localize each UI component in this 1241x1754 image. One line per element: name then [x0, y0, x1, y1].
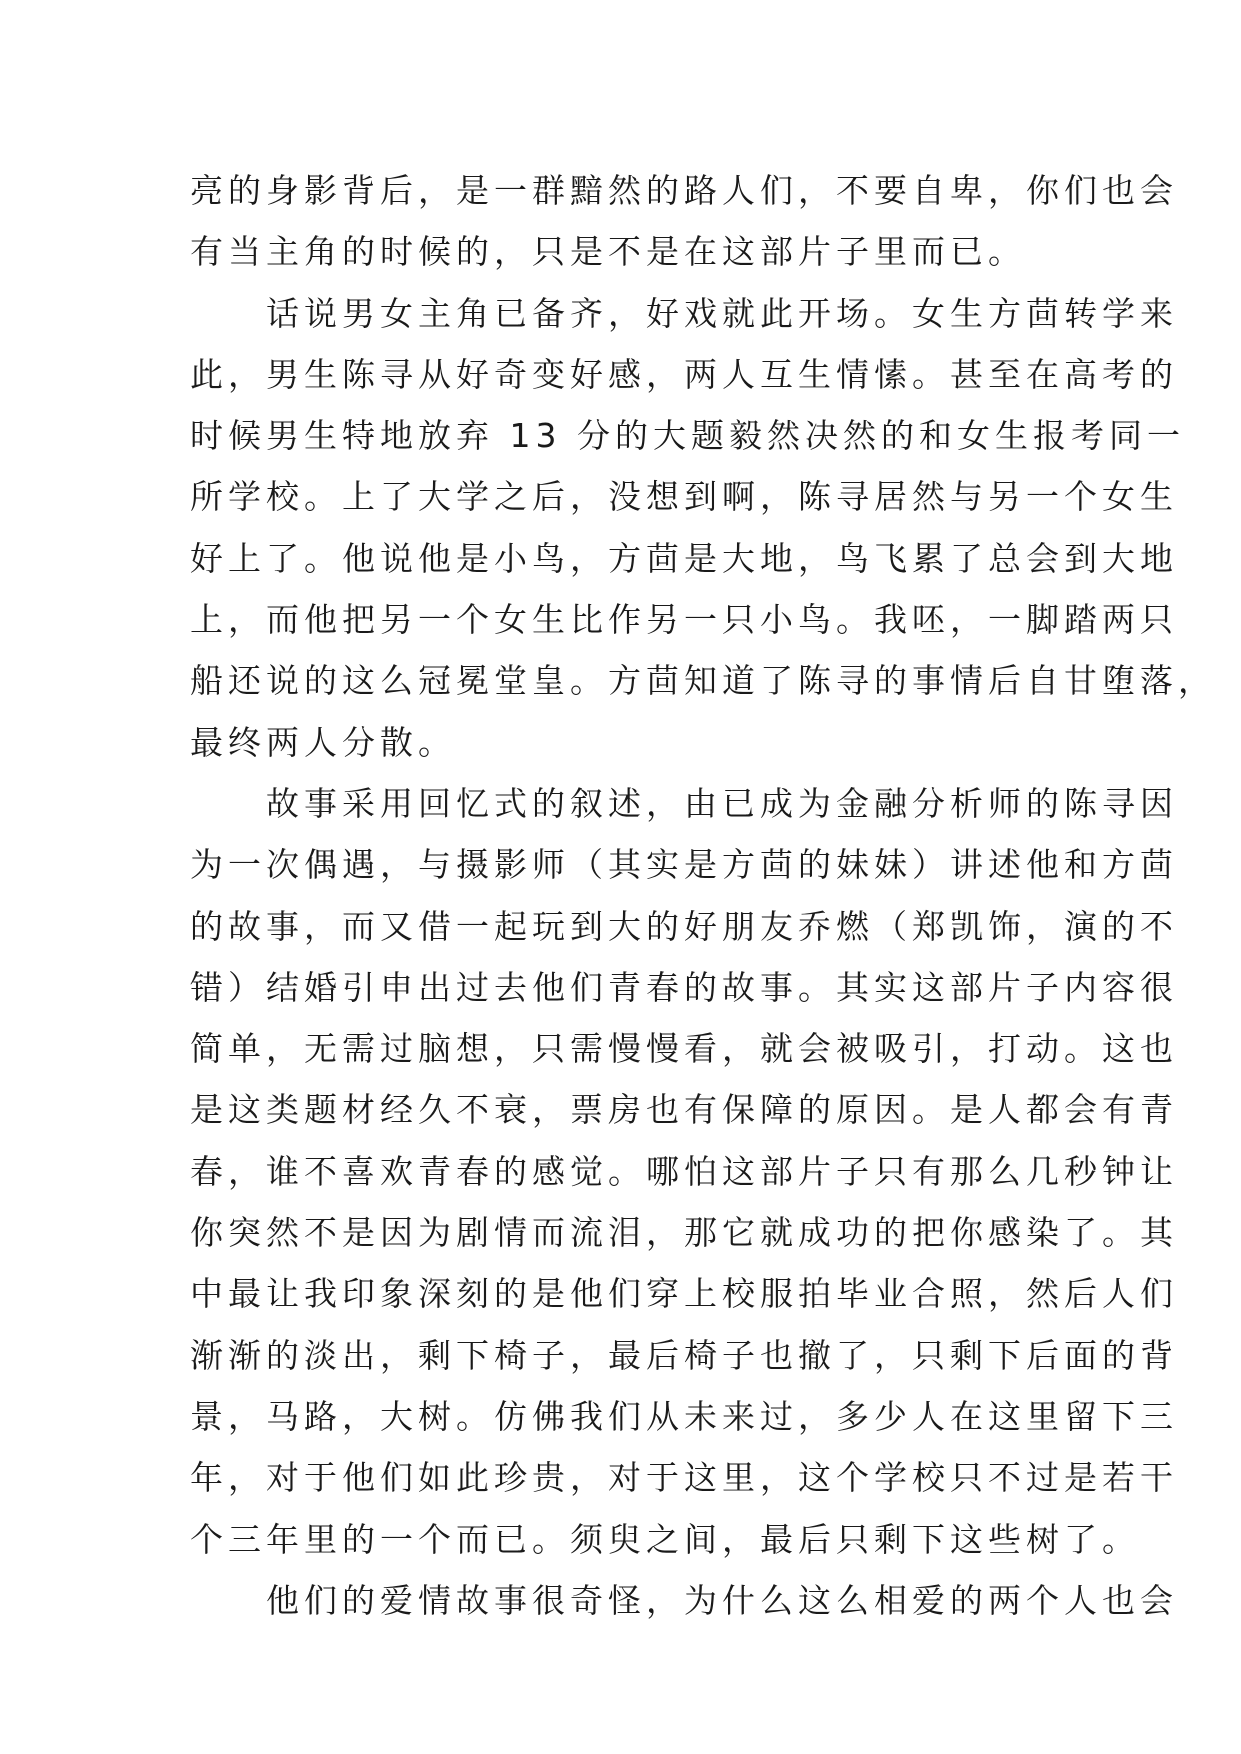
paragraph-2-line-1: 话说男女主角已备齐，好戏就此开场。女生方茴转学来	[266, 293, 1178, 333]
paragraph-3-line-11: 景，马路，大树。仿佛我们从未来过，多少人在这里留下三	[190, 1396, 1178, 1436]
paragraph-3-line-9: 中最让我印象深刻的是他们穿上校服拍毕业合照，然后人们	[190, 1274, 1178, 1314]
paragraph-3-line-5: 简单，无需过脑想，只需慢慢看，就会被吸引，打动。这也	[190, 1029, 1178, 1069]
paragraph-3-line-6: 是这类题材经久不衰，票房也有保障的原因。是人都会有青	[190, 1090, 1178, 1130]
paragraph-2-line-7: 船还说的这么冠冕堂皇。方茴知道了陈寻的事情后自甘堕落，	[190, 661, 1216, 701]
paragraph-3-line-7: 春，谁不喜欢青春的感觉。哪怕这部片子只有那么几秒钟让	[190, 1151, 1178, 1191]
paragraph-2-line-2: 此，男生陈寻从好奇变好感，两人互生情愫。甚至在高考的	[190, 354, 1178, 394]
paragraph-2-line-4: 所学校。上了大学之后，没想到啊，陈寻居然与另一个女生	[190, 477, 1178, 517]
paragraph-3-line-8: 你突然不是因为剧情而流泪，那它就成功的把你感染了。其	[190, 1213, 1178, 1253]
document-body	[190, 160, 1216, 1631]
paragraph-3-line-1: 故事采用回忆式的叙述，由已成为金融分析师的陈寻因	[266, 783, 1178, 823]
paragraph-2-line-6: 上，而他把另一个女生比作另一只小鸟。我呸，一脚踏两只	[190, 600, 1178, 640]
paragraph-4-line-1: 他们的爱情故事很奇怪，为什么这么相爱的两个人也会	[266, 1580, 1178, 1620]
paragraph-2-line-8: 最终两人分散。	[190, 722, 456, 762]
paragraph-3-line-12: 年，对于他们如此珍贵，对于这里，这个学校只不过是若干	[190, 1458, 1178, 1498]
paragraph-2-line-3: 时候男生特地放弃 13 分的大题毅然决然的和女生报考同一	[190, 416, 1185, 456]
paragraph-1-line-1: 亮的身影背后，是一群黯然的路人们，不要自卑，你们也会	[190, 171, 1178, 210]
paragraph-3-line-13: 个三年里的一个而已。须臾之间，最后只剩下这些树了。	[190, 1519, 1140, 1559]
paragraph-1-line-2: 有当主角的时候的，只是不是在这部片子里而已。	[190, 232, 1026, 272]
paragraph-2-line-5: 好上了。他说他是小鸟，方茴是大地，鸟飞累了总会到大地	[190, 538, 1178, 578]
paragraph-3-line-10: 渐渐的淡出，剩下椅子，最后椅子也撤了，只剩下后面的背	[190, 1335, 1178, 1375]
paragraph-3-line-4: 错）结婚引申出过去他们青春的故事。其实这部片子内容很	[190, 967, 1178, 1007]
paragraph-3-line-2: 为一次偶遇，与摄影师（其实是方茴的妹妹）讲述他和方茴	[190, 845, 1178, 885]
paragraph-3-line-3: 的故事，而又借一起玩到大的好朋友乔燃（郑凯饰，演的不	[190, 906, 1178, 946]
